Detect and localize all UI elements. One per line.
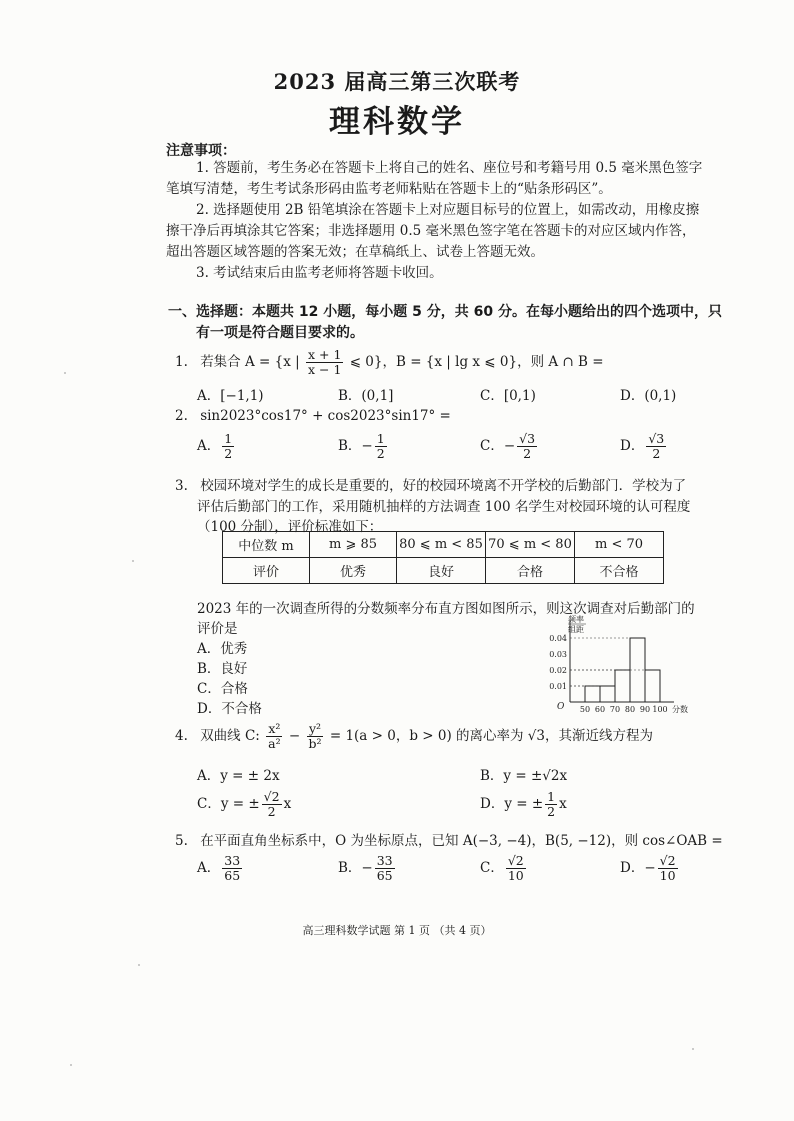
denominator: 2 xyxy=(523,445,532,461)
y-tick-label: 0.03 xyxy=(549,650,567,659)
option-label: C． xyxy=(480,859,504,876)
q3-after-line-1: 2023 年的一次调查所得的分数频率分布直方图如图所示，则这次调查对后勤部门的 xyxy=(197,601,695,617)
denominator: 65 xyxy=(376,867,393,883)
q2-option-b xyxy=(338,432,389,461)
fraction xyxy=(646,432,666,461)
histogram-bar xyxy=(585,686,600,702)
question-text-tail: ⩽ 0}，B = {x | lg x ⩽ 0}，则 A ∩ B = xyxy=(349,353,604,370)
fraction xyxy=(222,854,242,883)
x-tick-label: 50 xyxy=(579,705,591,714)
q5-option-a xyxy=(197,854,244,883)
denominator: a² xyxy=(268,735,281,751)
option-label: C．− xyxy=(480,437,516,454)
fraction xyxy=(545,790,557,819)
fraction xyxy=(307,722,324,751)
x-tick-label: 60 xyxy=(594,705,606,714)
y-tick-label: 0.02 xyxy=(549,666,567,675)
q4-option-b: B．y = ±√2x xyxy=(480,768,568,784)
question-3 xyxy=(175,474,686,494)
notice-heading: 注意事项： xyxy=(166,143,236,159)
scan-speck xyxy=(138,964,140,966)
numerator: 33 xyxy=(224,853,241,868)
y-axis-label: 组距 xyxy=(568,625,584,634)
question-text: sin2023°cos17° + cos2023°sin17° = xyxy=(200,408,451,424)
option-tail: x xyxy=(559,795,567,812)
table-cell: 不合格 xyxy=(575,558,664,584)
denominator: 2 xyxy=(652,445,661,461)
histogram-bar xyxy=(615,670,630,702)
table-cell: 评价 xyxy=(223,558,310,584)
question-text-line-2: 评估后勤部门的工作，采用随机抽样的方法调查 100 名学生对校园环境的认可程度 xyxy=(197,499,691,515)
table-row xyxy=(223,558,664,584)
option-label: D． xyxy=(620,437,645,454)
question-number: 1. xyxy=(175,353,188,370)
question-2 xyxy=(175,408,451,424)
option-label: D．− xyxy=(620,859,656,876)
q5-option-c xyxy=(480,854,528,883)
question-number: 4. xyxy=(175,727,188,744)
question-text-line-3: （100 分制），评价标准如下： xyxy=(197,519,383,535)
question-text-tail: = 1(a > 0，b > 0) 的离心率为 √3，其渐近线方程为 xyxy=(329,727,653,744)
numerator: 1 xyxy=(376,431,385,446)
histogram-bar xyxy=(645,670,660,702)
numerator: 33 xyxy=(376,853,393,868)
q2-option-c xyxy=(480,432,539,461)
table-cell: 良好 xyxy=(397,558,486,584)
question-text-line-1: 校园环境对学生的成长是重要的，好的校园环境离不开学校的后勤部门．学校为了 xyxy=(200,478,687,494)
origin-label: O xyxy=(557,702,565,712)
option-label: D．y = ± xyxy=(480,795,544,812)
question-text: 若集合 A = {x | xyxy=(200,353,300,370)
x-tick-label: 70 xyxy=(609,705,621,714)
table-cell: m ⩾ 85 xyxy=(310,532,397,558)
q3-option-c: C．合格 xyxy=(197,681,248,697)
numerator: √3 xyxy=(519,431,536,446)
denominator: x − 1 xyxy=(307,361,342,377)
numerator: √2 xyxy=(659,853,676,868)
scan-speck xyxy=(70,1064,72,1066)
q1-option-b: B．(0,1] xyxy=(338,388,394,404)
notice-line-6: 3. 考试结束后由监考老师将答题卡收回。 xyxy=(196,265,443,281)
scan-speck xyxy=(132,560,134,562)
denominator: 10 xyxy=(659,867,676,883)
option-label: A． xyxy=(197,859,221,876)
q2-option-d xyxy=(620,432,668,461)
question-number: 2. xyxy=(175,408,188,424)
scan-speck xyxy=(692,1048,694,1050)
q4-option-d xyxy=(480,790,567,819)
q3-option-d: D．不合格 xyxy=(197,701,262,717)
evaluation-table xyxy=(222,531,664,584)
q1-option-c: C．[0,1) xyxy=(480,388,536,404)
denominator: 2 xyxy=(267,803,276,819)
q3-option-b: B．良好 xyxy=(197,661,248,677)
q5-option-d xyxy=(620,854,680,883)
table-cell: 优秀 xyxy=(310,558,397,584)
numerator: 1 xyxy=(547,789,556,804)
fraction xyxy=(306,348,343,377)
option-tail: x xyxy=(283,795,292,812)
numerator: 1 xyxy=(224,431,233,446)
q4-option-a: A．y = ± 2x xyxy=(197,768,280,784)
subject-title: 理科数学 xyxy=(329,104,465,140)
fraction xyxy=(658,854,678,883)
y-tick-label: 0.04 xyxy=(549,634,567,643)
frequency-histogram xyxy=(548,614,708,714)
table-cell: m < 70 xyxy=(575,532,664,558)
option-label: B．− xyxy=(338,859,373,876)
fraction xyxy=(262,790,282,819)
x-tick-label: 80 xyxy=(624,705,636,714)
page-footer: 高三理科数学试题 第 1 页 （共 4 页） xyxy=(302,924,492,937)
option-label: C．y = ± xyxy=(197,795,260,812)
denominator: 65 xyxy=(224,867,241,883)
denominator: b² xyxy=(308,735,322,751)
q1-option-a: A．[−1,1) xyxy=(197,388,264,404)
question-1 xyxy=(175,348,604,377)
numerator: x + 1 xyxy=(307,347,342,362)
x-tick-label: 100 xyxy=(652,705,668,714)
fraction xyxy=(266,722,282,751)
denominator: 2 xyxy=(224,445,233,461)
question-number: 5. xyxy=(175,833,188,849)
y-axis-label: 频率 xyxy=(568,615,584,624)
numerator: x² xyxy=(268,721,281,736)
notice-line-2: 笔填写清楚，考生考试条形码由监考老师粘贴在答题卡上的“贴条形码区”。 xyxy=(166,181,612,197)
table-cell: 80 ⩽ m < 85 xyxy=(397,532,486,558)
scan-speck xyxy=(64,372,66,374)
fraction xyxy=(517,432,537,461)
section-line-1: 一、选择题：本题共 12 小题，每小题 5 分，共 60 分。在每小题给出的四个选项中，只 xyxy=(168,304,722,320)
notice-line-1: 1. 答题前，考生务必在答题卡上将自己的姓名、座位号和考籍号用 0.5 毫米黑色签字 xyxy=(196,160,703,176)
fraction xyxy=(222,432,234,461)
question-5 xyxy=(175,829,723,849)
option-label: B．− xyxy=(338,437,373,454)
table-cell: 70 ⩽ m < 80 xyxy=(486,532,575,558)
notice-line-3: 2. 选择题使用 2B 铅笔填涂在答题卡上对应题目标号的位置上，如需改动，用橡皮擦 xyxy=(196,202,700,218)
notice-line-5: 超出答题区域答题的答案无效；在草稿纸上、试卷上答题无效。 xyxy=(166,244,544,260)
q3-option-a: A．优秀 xyxy=(197,641,248,657)
minus-sign: − xyxy=(288,727,301,744)
table-cell: 合格 xyxy=(486,558,575,584)
exam-title: 2023 届高三第三次联考 xyxy=(273,69,521,94)
histogram-bar xyxy=(600,686,615,702)
question-number: 3. xyxy=(175,478,188,494)
question-text: 双曲线 C: xyxy=(200,727,260,744)
denominator: 2 xyxy=(376,445,385,461)
numerator: y² xyxy=(309,721,322,736)
q4-option-c xyxy=(197,790,291,819)
x-tick-label: 90 xyxy=(639,705,651,714)
question-text: 在平面直角坐标系中，O 为坐标原点，已知 A(−3, −4)，B(5, −12)，则 cos∠OAB = xyxy=(200,833,723,849)
section-heading xyxy=(168,302,722,344)
notice-line-4: 擦干净后再填涂其它答案；非选择题用 0.5 毫米黑色签字笔在答题卡的对应区域内作答， xyxy=(166,223,696,239)
y-tick-label: 0.01 xyxy=(549,682,567,691)
denominator: 10 xyxy=(507,867,524,883)
table-row xyxy=(223,532,664,558)
q2-option-a xyxy=(197,432,236,461)
numerator: √3 xyxy=(648,431,665,446)
section-line-2: 有一项是符合题目要求的。 xyxy=(196,325,364,341)
q1-option-d: D．(0,1) xyxy=(620,388,677,404)
fraction xyxy=(506,854,526,883)
fraction xyxy=(375,854,395,883)
option-label: A． xyxy=(197,437,221,454)
numerator: √2 xyxy=(507,853,524,868)
fraction xyxy=(375,432,387,461)
x-axis-label: 分数 xyxy=(672,705,688,714)
q5-option-b xyxy=(338,854,397,883)
denominator: 2 xyxy=(547,803,556,819)
table-cell: 中位数 m xyxy=(223,532,310,558)
question-4 xyxy=(175,722,653,751)
numerator: √2 xyxy=(263,789,280,804)
q3-after-line-2: 评价是 xyxy=(197,621,238,637)
